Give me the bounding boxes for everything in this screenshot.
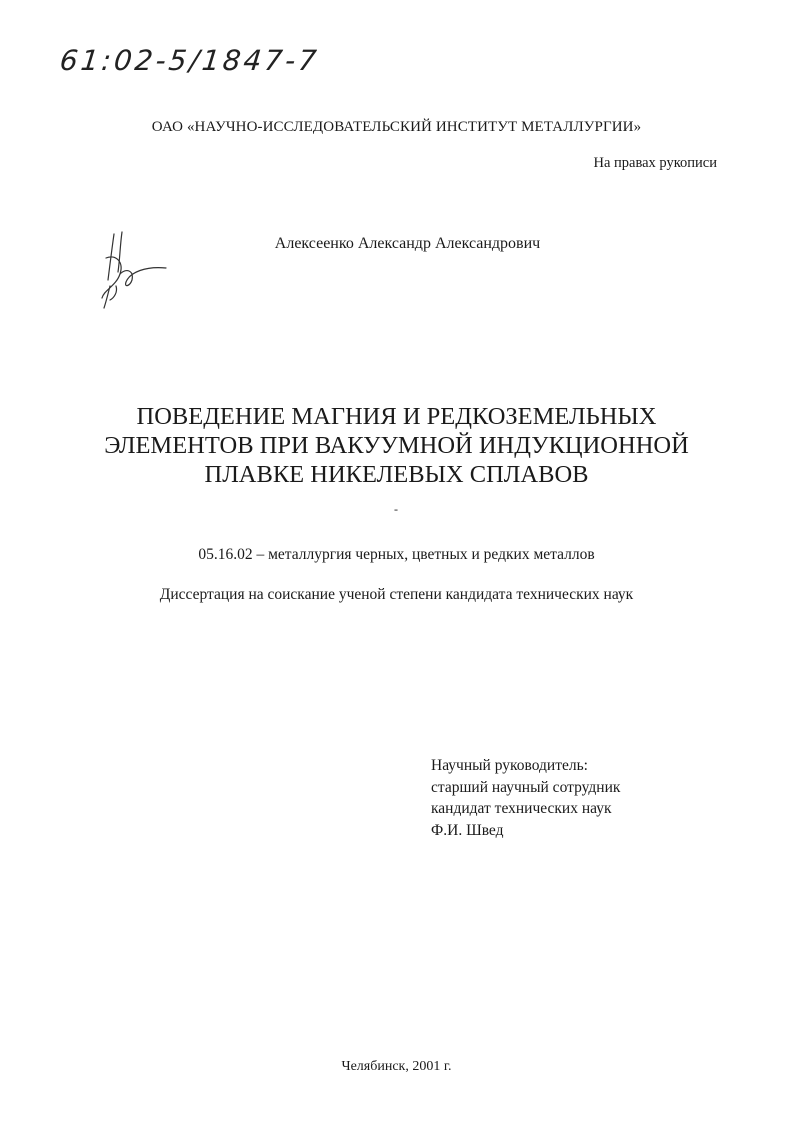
title-line: ПОВЕДЕНИЕ МАГНИЯ И РЕДКОЗЕМЕЛЬНЫХ [136,403,657,430]
supervisor-degree: кандидат технических наук [431,800,612,817]
separator-mark: - [394,502,398,516]
specialty-code: 05.16.02 – металлургия черных, цветных и редких металлов [198,546,595,563]
author-name: Алексеенко Александр Александрович [274,235,541,252]
institute-name: ОАО «НАУЧНО-ИССЛЕДОВАТЕЛЬСКИЙ ИНСТИТУТ МЕТАЛЛУРГИИ» [151,119,642,135]
title-line: ЭЛЕМЕНТОВ ПРИ ВАКУУМНОЙ ИНДУКЦИОННОЙ [104,432,689,459]
supervisor-block [431,755,620,841]
manuscript-rights-note: На правах рукописи [593,155,717,171]
dissertation-title [0,402,793,489]
degree-statement: Диссертация на соискание ученой степени кандидата технических наук [159,586,634,603]
title-line: ПЛАВКЕ НИКЕЛЕВЫХ СПЛАВОВ [204,461,589,488]
supervisor-label: Научный руководитель: [431,757,588,774]
archive-stamp-number: 61:02-5/1847-7 [58,44,321,77]
supervisor-position: старший научный сотрудник [431,778,621,796]
city-year: Челябинск, 2001 г. [341,1059,452,1074]
supervisor-name: Ф.И. Швед [431,821,504,839]
